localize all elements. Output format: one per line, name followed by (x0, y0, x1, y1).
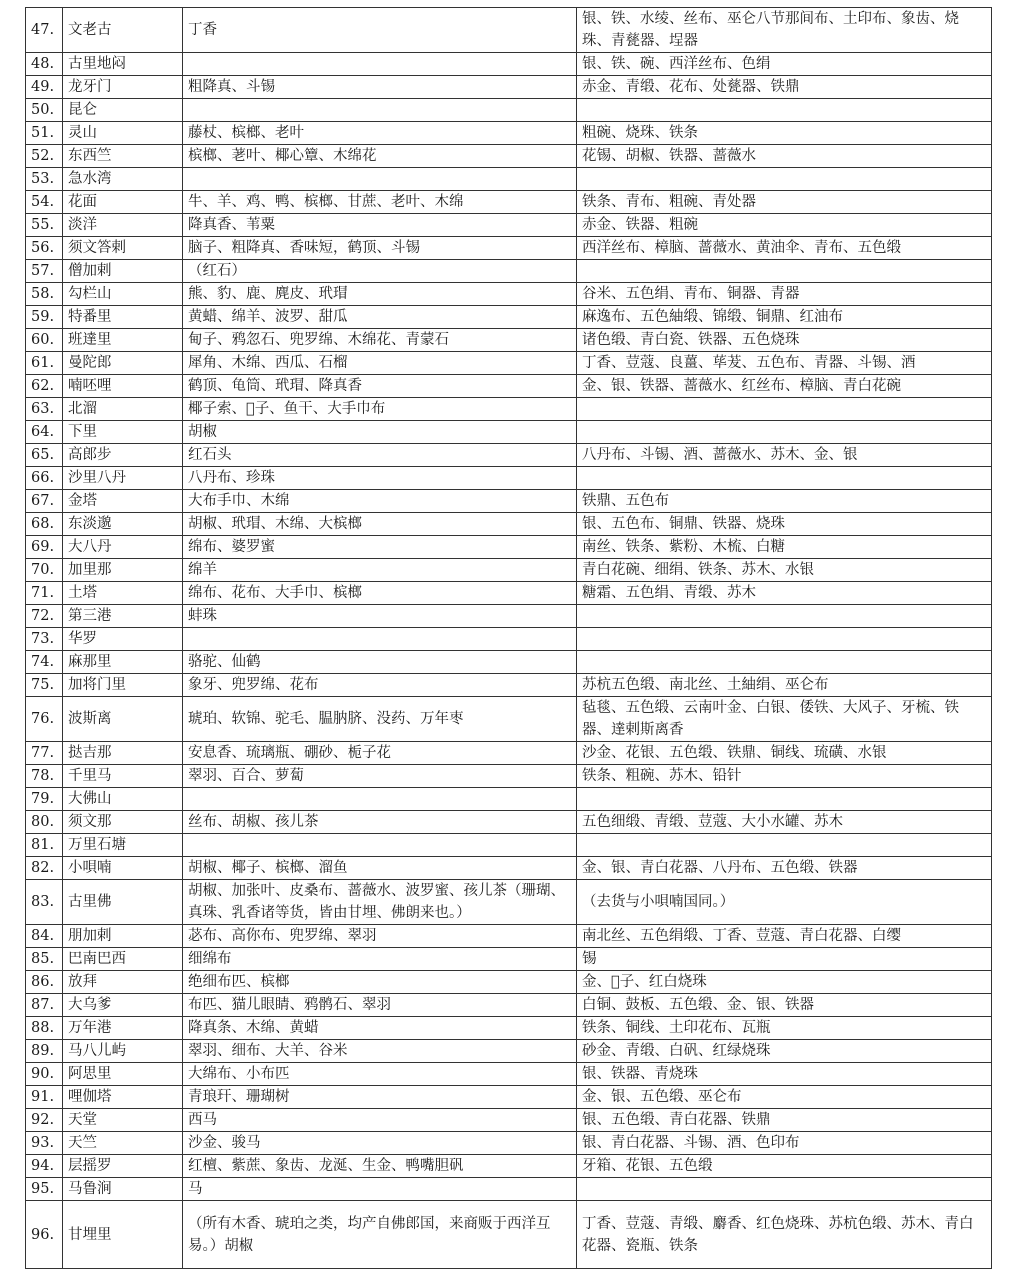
place-name: 万里石塘 (63, 834, 183, 857)
local-products: 苾布、高你布、兜罗绵、翠羽 (183, 925, 577, 948)
table-row (26, 971, 992, 994)
local-products (183, 628, 577, 651)
local-products: 红石头 (183, 444, 577, 467)
row-number: 68. (26, 513, 63, 536)
trade-goods (577, 99, 992, 122)
place-name: 华罗 (63, 628, 183, 651)
local-products: 绝细布匹、槟榔 (183, 971, 577, 994)
trade-goods (577, 834, 992, 857)
table-row (26, 1109, 992, 1132)
table-row (26, 1132, 992, 1155)
local-products: 胡椒、椰子、槟榔、溜鱼 (183, 857, 577, 880)
place-name: 班達里 (63, 329, 183, 352)
row-number: 85. (26, 948, 63, 971)
row-number: 48. (26, 53, 63, 76)
table-row (26, 536, 992, 559)
row-number: 74. (26, 651, 63, 674)
local-products: 胡椒、加张叶、皮桑布、蔷薇水、波罗蜜、孩儿茶（珊瑚、真珠、乳香诸等货，皆由甘埋、佛朗来也。） (183, 880, 577, 925)
trade-goods: 麻逸布、五色紬缎、锦缎、铜鼎、红油布 (577, 306, 992, 329)
row-number: 64. (26, 421, 63, 444)
row-number: 60. (26, 329, 63, 352)
place-name: 灵山 (63, 122, 183, 145)
trade-goods: 银、铁器、青烧珠 (577, 1063, 992, 1086)
trade-goods: 丁香、荳蔻、良薑、荜茇、五色布、青器、斗锡、酒 (577, 352, 992, 375)
table-row (26, 1040, 992, 1063)
place-name: 古里佛 (63, 880, 183, 925)
local-products: 马 (183, 1178, 577, 1201)
trade-goods: 锡 (577, 948, 992, 971)
place-name: 万年港 (63, 1017, 183, 1040)
trade-goods: 谷米、五色绢、青布、铜器、青器 (577, 283, 992, 306)
table-row (26, 421, 992, 444)
local-products: 沙金、骏马 (183, 1132, 577, 1155)
local-products: （所有木香、琥珀之类，均产自佛郎国，来商贩于西洋互易。）胡椒 (183, 1201, 577, 1269)
table-row (26, 352, 992, 375)
table-row (26, 1017, 992, 1040)
local-products: 翠羽、百合、萝蔔 (183, 765, 577, 788)
table-row (26, 329, 992, 352)
local-products: 大绵布、小布匹 (183, 1063, 577, 1086)
trade-goods (577, 398, 992, 421)
row-number: 89. (26, 1040, 63, 1063)
place-name: 加里那 (63, 559, 183, 582)
table-row (26, 398, 992, 421)
row-number: 59. (26, 306, 63, 329)
table-row (26, 765, 992, 788)
place-name: 小唄喃 (63, 857, 183, 880)
row-number: 96. (26, 1201, 63, 1269)
table-row (26, 582, 992, 605)
row-number: 69. (26, 536, 63, 559)
place-name: 大八丹 (63, 536, 183, 559)
trade-goods: 五色细缎、青缎、荳蔻、大小水罐、苏木 (577, 811, 992, 834)
row-number: 62. (26, 375, 63, 398)
row-number: 91. (26, 1086, 63, 1109)
trade-goods: 金、银、青白花器、八丹布、五色缎、铁器 (577, 857, 992, 880)
place-name: 须文答剌 (63, 237, 183, 260)
place-name: 千里马 (63, 765, 183, 788)
place-name: 沙里八丹 (63, 467, 183, 490)
local-products: 藤杖、槟榔、老叶 (183, 122, 577, 145)
place-name: 文老古 (63, 8, 183, 53)
row-number: 95. (26, 1178, 63, 1201)
row-number: 63. (26, 398, 63, 421)
place-name: 花面 (63, 191, 183, 214)
trade-goods (577, 260, 992, 283)
trade-goods (577, 788, 992, 811)
trade-goods: 糖霜、五色绢、青缎、苏木 (577, 582, 992, 605)
row-number: 82. (26, 857, 63, 880)
row-number: 90. (26, 1063, 63, 1086)
row-number: 75. (26, 674, 63, 697)
trade-goods: 赤金、青缎、花布、处甆器、铁鼎 (577, 76, 992, 99)
table-row (26, 925, 992, 948)
place-name: 甘埋里 (63, 1201, 183, 1269)
place-name: 马鲁涧 (63, 1178, 183, 1201)
row-number: 61. (26, 352, 63, 375)
local-products: 椰子索、𧴩子、鱼干、大手巾布 (183, 398, 577, 421)
table-row (26, 605, 992, 628)
row-number: 66. (26, 467, 63, 490)
local-products: 细绵布 (183, 948, 577, 971)
place-name: 东淡邈 (63, 513, 183, 536)
trade-goods: 南丝、铁条、紫粉、木梳、白糖 (577, 536, 992, 559)
table-row (26, 237, 992, 260)
local-products: 青琅玕、珊瑚树 (183, 1086, 577, 1109)
trade-goods: 银、青白花器、斗锡、酒、色印布 (577, 1132, 992, 1155)
local-products: 大布手巾、木绵 (183, 490, 577, 513)
trade-goods (577, 168, 992, 191)
table-row (26, 214, 992, 237)
row-number: 73. (26, 628, 63, 651)
local-products: 犀角、木绵、西瓜、石榴 (183, 352, 577, 375)
row-number: 94. (26, 1155, 63, 1178)
table-row (26, 559, 992, 582)
place-name: 加将门里 (63, 674, 183, 697)
local-products: 熊、豹、鹿、麂皮、玳瑁 (183, 283, 577, 306)
row-number: 70. (26, 559, 63, 582)
table-row (26, 53, 992, 76)
place-name: 急水湾 (63, 168, 183, 191)
trade-goods: 铁条、铜线、土印花布、瓦瓶 (577, 1017, 992, 1040)
trade-goods: 银、铁、水绫、丝布、巫仑八节那间布、土印布、象齿、烧珠、青甆器、埕器 (577, 8, 992, 53)
trade-goods: 粗碗、烧珠、铁条 (577, 122, 992, 145)
row-number: 58. (26, 283, 63, 306)
table-row (26, 742, 992, 765)
table-row (26, 122, 992, 145)
table-row (26, 260, 992, 283)
row-number: 65. (26, 444, 63, 467)
table-row (26, 1201, 992, 1269)
trade-goods: 金、银、铁器、蔷薇水、红丝布、樟脑、青白花碗 (577, 375, 992, 398)
trade-goods (577, 651, 992, 674)
local-products: 琥珀、软锦、驼毛、腽肭脐、没药、万年枣 (183, 697, 577, 742)
row-number: 72. (26, 605, 63, 628)
place-name: 麻那里 (63, 651, 183, 674)
place-name: 土塔 (63, 582, 183, 605)
local-products: 降真条、木绵、黄蜡 (183, 1017, 577, 1040)
table-row (26, 1178, 992, 1201)
place-name: 大乌爹 (63, 994, 183, 1017)
row-number: 81. (26, 834, 63, 857)
row-number: 79. (26, 788, 63, 811)
row-number: 77. (26, 742, 63, 765)
row-number: 93. (26, 1132, 63, 1155)
table-body (26, 8, 992, 1269)
trade-goods: 银、五色缎、青白花器、铁鼎 (577, 1109, 992, 1132)
place-name: 龙牙门 (63, 76, 183, 99)
place-name: 层摇罗 (63, 1155, 183, 1178)
trade-goods: 诸色缎、青白瓷、铁器、五色烧珠 (577, 329, 992, 352)
place-name: 喃呸哩 (63, 375, 183, 398)
trade-goods: 沙金、花银、五色缎、铁鼎、铜线、琉磺、水银 (577, 742, 992, 765)
trade-goods: （去货与小唄喃国同。） (577, 880, 992, 925)
table-row (26, 697, 992, 742)
local-products: 丁香 (183, 8, 577, 53)
table-row (26, 283, 992, 306)
table-row (26, 375, 992, 398)
trade-goods: 八丹布、斗锡、酒、蔷薇水、苏木、金、银 (577, 444, 992, 467)
local-products: 象牙、兜罗绵、花布 (183, 674, 577, 697)
local-products: 槟榔、荖叶、椰心簟、木绵花 (183, 145, 577, 168)
table-row (26, 994, 992, 1017)
place-name: 须文那 (63, 811, 183, 834)
local-products: 绵布、花布、大手巾、槟榔 (183, 582, 577, 605)
table-row (26, 1086, 992, 1109)
table-row (26, 444, 992, 467)
local-products: 脑子、粗降真、香味短，鹤顶、斗锡 (183, 237, 577, 260)
place-name: 昆仑 (63, 99, 183, 122)
table-row (26, 145, 992, 168)
table-row (26, 788, 992, 811)
table-row (26, 1063, 992, 1086)
local-products: 西马 (183, 1109, 577, 1132)
local-products: 粗降真、斗锡 (183, 76, 577, 99)
row-number: 47. (26, 8, 63, 53)
goods-table (25, 7, 992, 1269)
local-products (183, 99, 577, 122)
local-products: 蚌珠 (183, 605, 577, 628)
row-number: 87. (26, 994, 63, 1017)
place-name: 特番里 (63, 306, 183, 329)
trade-goods: 丁香、荳蔻、青缎、麝香、红色烧珠、苏杭色缎、苏木、青白花器、瓷瓶、铁条 (577, 1201, 992, 1269)
table-row (26, 834, 992, 857)
local-products: 胡椒、玳瑁、木绵、大槟榔 (183, 513, 577, 536)
trade-goods: 花锡、胡椒、铁器、蔷薇水 (577, 145, 992, 168)
local-products (183, 168, 577, 191)
place-name: 阿思里 (63, 1063, 183, 1086)
local-products: （红石） (183, 260, 577, 283)
place-name: 曼陀郎 (63, 352, 183, 375)
row-number: 86. (26, 971, 63, 994)
row-number: 88. (26, 1017, 63, 1040)
trade-goods: 赤金、铁器、粗碗 (577, 214, 992, 237)
row-number: 78. (26, 765, 63, 788)
table-row (26, 99, 992, 122)
local-products: 八丹布、珍珠 (183, 467, 577, 490)
trade-goods: 铁条、粗碗、苏木、铅针 (577, 765, 992, 788)
table-row (26, 880, 992, 925)
place-name: 哩伽塔 (63, 1086, 183, 1109)
trade-goods: 苏杭五色缎、南北丝、土紬绢、巫仑布 (577, 674, 992, 697)
table-row (26, 628, 992, 651)
row-number: 80. (26, 811, 63, 834)
place-name: 大佛山 (63, 788, 183, 811)
place-name: 淡洋 (63, 214, 183, 237)
table-row (26, 674, 992, 697)
place-name: 巴南巴西 (63, 948, 183, 971)
place-name: 天竺 (63, 1132, 183, 1155)
trade-goods (577, 1178, 992, 1201)
place-name: 挞吉那 (63, 742, 183, 765)
trade-goods: 西洋丝布、樟脑、蔷薇水、黄油伞、青布、五色缎 (577, 237, 992, 260)
row-number: 54. (26, 191, 63, 214)
trade-goods (577, 605, 992, 628)
local-products: 绵羊 (183, 559, 577, 582)
trade-goods: 银、五色布、铜鼎、铁器、烧珠 (577, 513, 992, 536)
table-row (26, 490, 992, 513)
trade-goods (577, 467, 992, 490)
trade-goods: 毡毯、五色缎、云南叶金、白银、倭铁、大风子、牙梳、铁器、達剌斯离香 (577, 697, 992, 742)
local-products (183, 834, 577, 857)
local-products: 降真香、苇粟 (183, 214, 577, 237)
place-name: 东西竺 (63, 145, 183, 168)
trade-goods: 青白花碗、细绢、铁条、苏木、水银 (577, 559, 992, 582)
place-name: 金塔 (63, 490, 183, 513)
trade-goods (577, 421, 992, 444)
local-products: 鹤顶、龟筒、玳瑁、降真香 (183, 375, 577, 398)
table-row (26, 811, 992, 834)
place-name: 北溜 (63, 398, 183, 421)
row-number: 49. (26, 76, 63, 99)
place-name: 古里地闷 (63, 53, 183, 76)
local-products: 布匹、猫儿眼睛、鸦鹘石、翠羽 (183, 994, 577, 1017)
trade-goods: 白铜、鼓板、五色缎、金、银、铁器 (577, 994, 992, 1017)
row-number: 57. (26, 260, 63, 283)
row-number: 50. (26, 99, 63, 122)
local-products (183, 53, 577, 76)
row-number: 55. (26, 214, 63, 237)
place-name: 勾栏山 (63, 283, 183, 306)
table-row (26, 467, 992, 490)
place-name: 朋加剌 (63, 925, 183, 948)
trade-goods: 南北丝、五色绢缎、丁香、荳蔻、青白花器、白缨 (577, 925, 992, 948)
place-name: 波斯离 (63, 697, 183, 742)
local-products: 骆驼、仙鹤 (183, 651, 577, 674)
table-row (26, 1155, 992, 1178)
row-number: 92. (26, 1109, 63, 1132)
place-name: 第三港 (63, 605, 183, 628)
row-number: 67. (26, 490, 63, 513)
table-row (26, 948, 992, 971)
local-products: 胡椒 (183, 421, 577, 444)
local-products: 甸子、鸦忽石、兜罗绵、木绵花、青蒙石 (183, 329, 577, 352)
table-row (26, 651, 992, 674)
table-row (26, 306, 992, 329)
table-row (26, 513, 992, 536)
local-products: 翠羽、细布、大羊、谷米 (183, 1040, 577, 1063)
trade-goods: 铁鼎、五色布 (577, 490, 992, 513)
place-name: 僧加剌 (63, 260, 183, 283)
row-number: 84. (26, 925, 63, 948)
table-row (26, 76, 992, 99)
row-number: 76. (26, 697, 63, 742)
local-products: 红檀、紫蔗、象齿、龙涎、生金、鸭嘴胆矾 (183, 1155, 577, 1178)
table-row (26, 857, 992, 880)
trade-goods: 铁条、青布、粗碗、青处器 (577, 191, 992, 214)
table-row (26, 168, 992, 191)
row-number: 83. (26, 880, 63, 925)
local-products: 安息香、琉璃瓶、硼砂、栀子花 (183, 742, 577, 765)
place-name: 高郎步 (63, 444, 183, 467)
row-number: 53. (26, 168, 63, 191)
row-number: 51. (26, 122, 63, 145)
place-name: 放拜 (63, 971, 183, 994)
trade-goods: 银、铁、碗、西洋丝布、色绢 (577, 53, 992, 76)
local-products: 绵布、婆罗蜜 (183, 536, 577, 559)
trade-goods: 金、银、五色缎、巫仑布 (577, 1086, 992, 1109)
row-number: 56. (26, 237, 63, 260)
table-row (26, 8, 992, 53)
trade-goods: 牙箱、花银、五色缎 (577, 1155, 992, 1178)
local-products: 丝布、胡椒、孩儿茶 (183, 811, 577, 834)
place-name: 天堂 (63, 1109, 183, 1132)
row-number: 71. (26, 582, 63, 605)
row-number: 52. (26, 145, 63, 168)
trade-goods: 金、𧴩子、红白烧珠 (577, 971, 992, 994)
table-row (26, 191, 992, 214)
local-products (183, 788, 577, 811)
place-name: 马八儿屿 (63, 1040, 183, 1063)
place-name: 下里 (63, 421, 183, 444)
trade-goods (577, 628, 992, 651)
trade-goods: 砂金、青缎、白矾、红绿烧珠 (577, 1040, 992, 1063)
local-products: 黄蜡、绵羊、波罗、甜瓜 (183, 306, 577, 329)
local-products: 牛、羊、鸡、鸭、槟榔、甘蔗、老叶、木绵 (183, 191, 577, 214)
